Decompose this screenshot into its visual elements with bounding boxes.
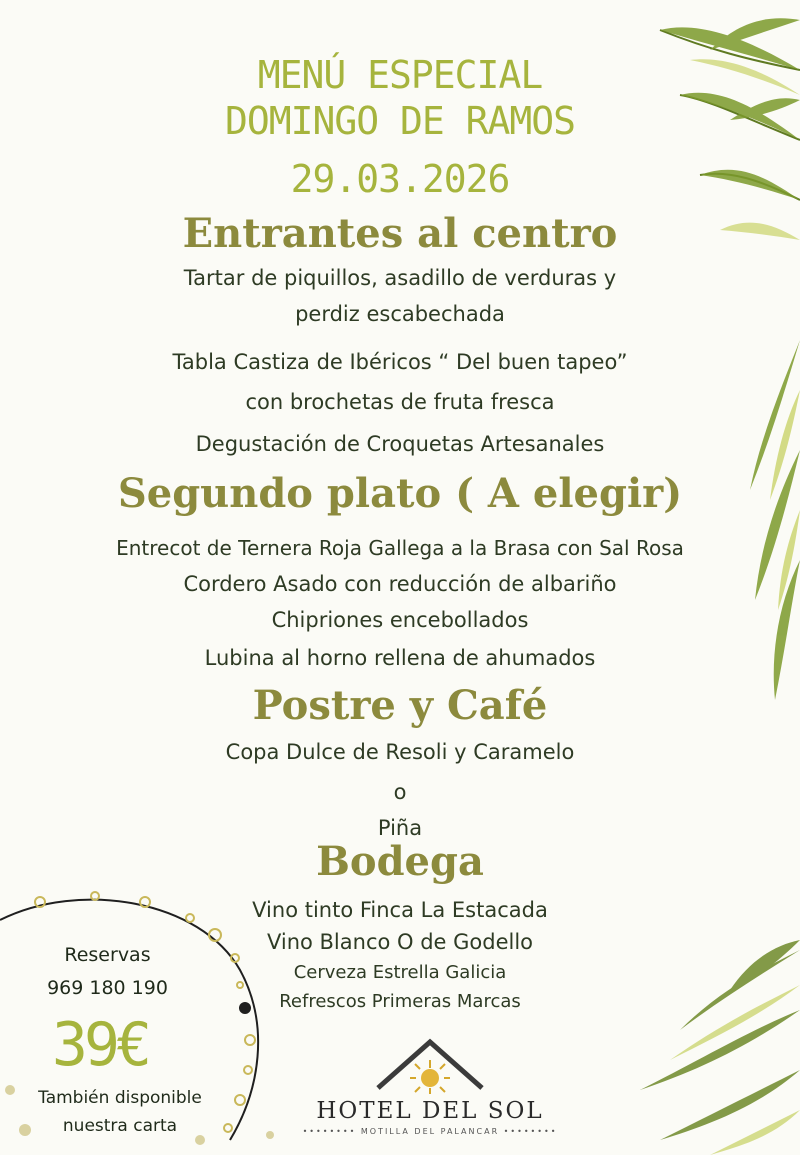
menu-item: Vino tinto Finca La Estacada bbox=[252, 898, 548, 922]
section-heading-bodega: Bodega bbox=[316, 838, 484, 885]
booking-phone: 969 180 190 bbox=[47, 977, 168, 999]
menu-item: Degustación de Croquetas Artesanales bbox=[195, 432, 605, 456]
menu-item: Lubina al horno rellena de ahumados bbox=[204, 646, 596, 670]
note-line2: nuestra carta bbox=[62, 1116, 178, 1136]
location-right-dots: •••••••• bbox=[499, 1127, 558, 1136]
menu-item: perdiz escabechada bbox=[295, 302, 505, 326]
menu-item: o bbox=[393, 780, 407, 804]
booking-label: Reservas bbox=[64, 944, 151, 966]
menu-item: Vino Blanco O de Godello bbox=[266, 930, 534, 954]
hotel-location-text: MOTILLA DEL PALANCAR bbox=[360, 1127, 500, 1136]
menu-item: Piña bbox=[377, 816, 423, 840]
hotel-location bbox=[0, 1128, 800, 1136]
menu-item: Chipriones encebollados bbox=[271, 608, 529, 632]
location-left-dots: •••••••• bbox=[302, 1127, 361, 1136]
section-heading-segundo-plato: Segundo plato ( A elegir) bbox=[117, 470, 683, 517]
menu-item: Refrescos Primeras Marcas bbox=[279, 991, 521, 1012]
menu-item: Cerveza Estrella Galicia bbox=[293, 962, 507, 983]
menu-title-line1: MENÚ ESPECIAL bbox=[257, 53, 543, 97]
menu-item: con brochetas de fruta fresca bbox=[245, 390, 555, 414]
menu-item: Entrecot de Ternera Roja Gallega a la Brasa con Sal Rosa bbox=[116, 536, 684, 560]
menu-item: Tabla Castiza de Ibéricos “ Del buen tapeo” bbox=[172, 350, 628, 374]
price: 39€ bbox=[51, 1010, 149, 1080]
hotel-name: HOTEL DEL SOL bbox=[316, 1098, 544, 1124]
menu-item: Cordero Asado con reducción de albariño bbox=[183, 572, 617, 596]
menu-item: Copa Dulce de Resoli y Caramelo bbox=[225, 740, 575, 764]
section-heading-entrantes: Entrantes al centro bbox=[182, 210, 618, 257]
menu-item: Tartar de piquillos, asadillo de verduras y bbox=[183, 266, 617, 290]
menu-date: 29.03.2026 bbox=[290, 157, 510, 201]
menu-title-line2: DOMINGO DE RAMOS bbox=[224, 99, 576, 143]
section-heading-postre: Postre y Café bbox=[252, 682, 548, 729]
hotel-roof-sun-logo bbox=[374, 1036, 486, 1096]
note-line1: También disponible bbox=[38, 1088, 202, 1108]
